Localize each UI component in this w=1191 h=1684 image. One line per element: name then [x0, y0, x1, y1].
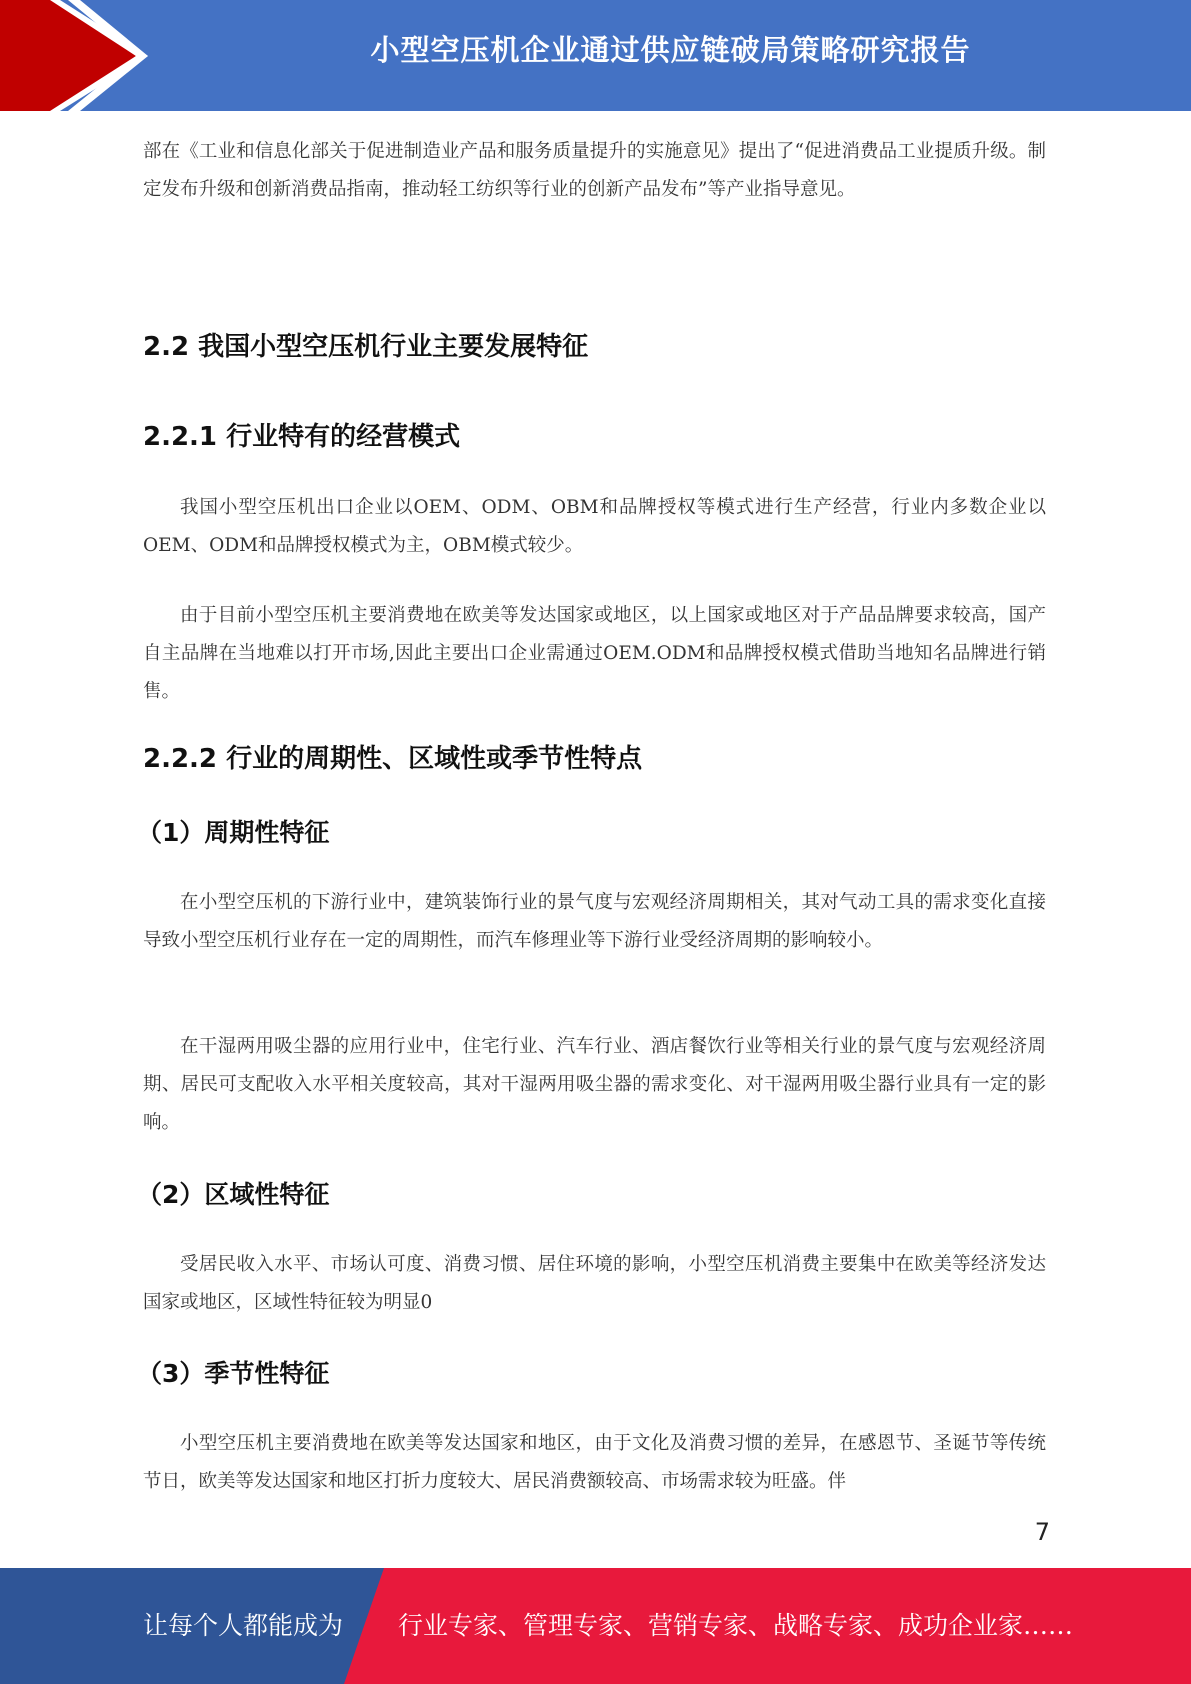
paragraph-seasonal: 小型空压机主要消费地在欧美等发达国家和地区，由于文化及消费习惯的差异，在感恩节、圣诞节等传统节日，欧美等发达国家和地区打折力度较大、居民消费额较高、市场需求较为旺盛。伴 [143, 1433, 1046, 1492]
footer-slogan-left: 让每个人都能成为 [143, 1611, 344, 1640]
section-heading-2-2: 2.2 我国小型空压机行业主要发展特征 [143, 332, 589, 362]
paragraph-cyclical-1: 在小型空压机的下游行业中，建筑装饰行业的景气度与宏观经济周期相关，其对气动工具的需求变化直接导致小型空压机行业存在一定的周期性，而汽车修理业等下游行业受经济周期的影响较小。 [143, 892, 1046, 951]
paragraph-regional: 受居民收入水平、市场认可度、消费习惯、居住环境的影响，小型空压机消费主要集中在欧美等经济发达国家或地区，区域性特征较为明显0 [143, 1254, 1046, 1313]
page-number: 7 [1034, 1518, 1050, 1546]
footer-slogan-right: 行业专家、管理专家、营销专家、战略专家、成功企业家…… [398, 1611, 1074, 1640]
subheading-seasonal: （3）季节性特征 [137, 1359, 330, 1388]
subheading-cyclical: （1）周期性特征 [137, 818, 330, 847]
paragraph-cyclical-2: 在干湿两用吸尘器的应用行业中，住宅行业、汽车行业、酒店餐饮行业等相关行业的景气度与宏观经济周期、居民可支配收入水平相关度较高，其对干湿两用吸尘器的需求变化、对干湿两用吸尘器行业具有一定的影响。 [143, 1036, 1046, 1133]
intro-paragraph: 部在《工业和信息化部关于促进制造业产品和服务质量提升的实施意见》提出了“促进消费品工业提质升级。制定发布升级和创新消费品指南，推动轻工纺织等行业的创新产品发布”等产业指导意见。 [143, 141, 1046, 200]
document-title: 小型空压机企业通过供应链破局策略研究报告 [370, 33, 971, 67]
section-heading-2-2-1: 2.2.1 行业特有的经营模式 [143, 422, 461, 452]
paragraph-business-model-2: 由于目前小型空压机主要消费地在欧美等发达国家或地区，以上国家或地区对于产品品牌要求较高，国产自主品牌在当地难以打开市场,因此主要出口企业需通过OEM.ODM和品牌授权模式借助当地知名品牌进行销售。 [143, 605, 1046, 702]
section-heading-2-2-2: 2.2.2 行业的周期性、区域性或季节性特点 [143, 744, 643, 774]
page-header [0, 0, 1191, 111]
paragraph-business-model-1: 我国小型空压机出口企业以OEM、ODM、OBM和品牌授权等模式进行生产经营，行业内多数企业以OEM、ODM和品牌授权模式为主，OBM模式较少。 [143, 497, 1046, 556]
page-footer [0, 1568, 1191, 1684]
subheading-regional: （2）区域性特征 [137, 1180, 330, 1209]
